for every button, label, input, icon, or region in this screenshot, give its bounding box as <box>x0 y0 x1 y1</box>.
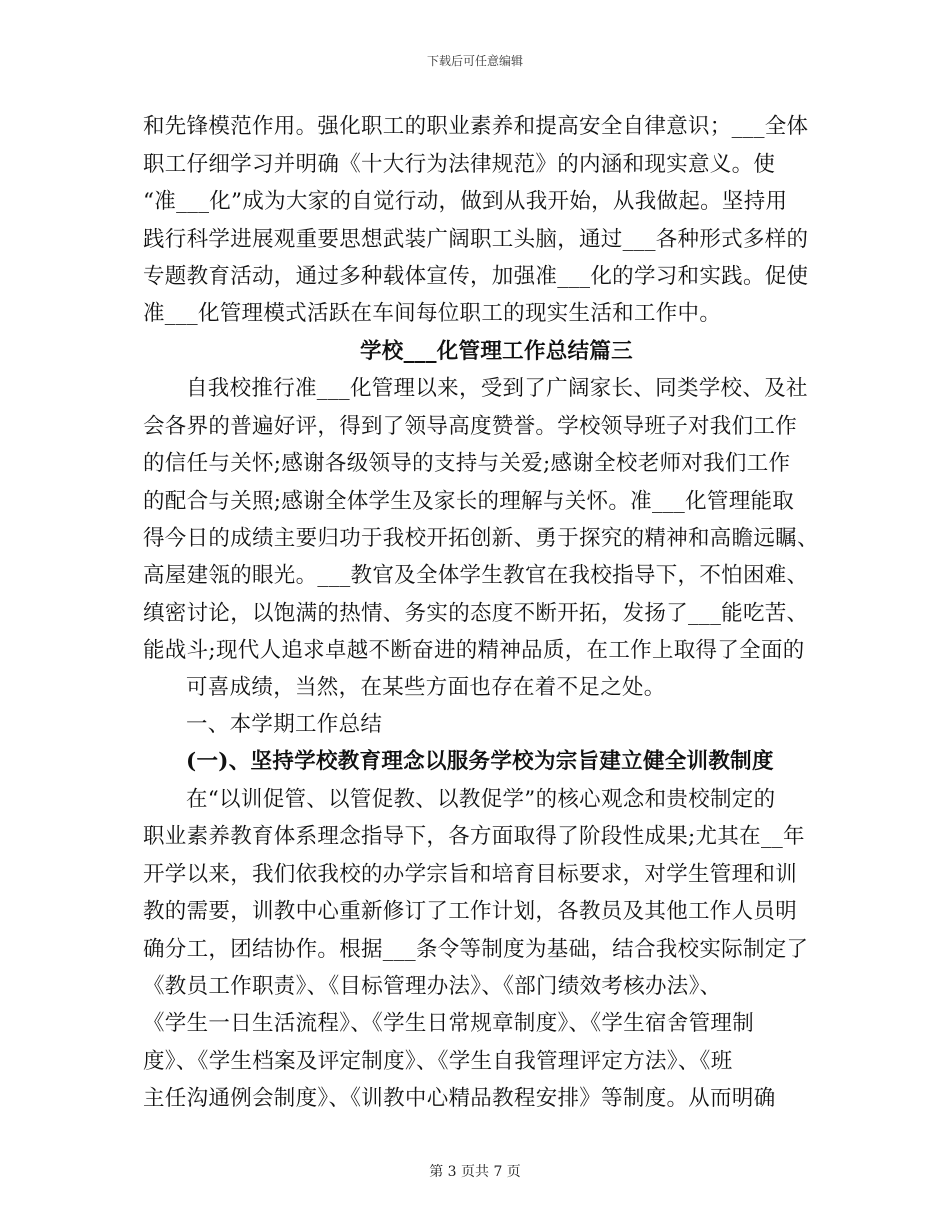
subsection-heading: 一、本学期工作总结 <box>186 712 383 737</box>
text-line: 会各界的普遍好评，得到了领导高度赞誉。学校领导班子对我们工作 <box>143 414 798 439</box>
text-line: 高屋建瓴的眼光。___教官及全体学生教官在我校指导下，不怕困难、 <box>143 563 809 588</box>
text-line: 确分工，团结协作。根据___条令等制度为基础，结合我校实际制定了 <box>143 937 809 962</box>
text-line: “准___化”成为大家的自觉行动，做到从我开始，从我做起。坚持用 <box>143 189 788 214</box>
text-line: 和先锋模范作用。强化职工的职业素养和提高安全自律意识；___全体 <box>143 114 809 139</box>
text-line: 自我校推行准___化管理以来，受到了广阔家长、同类学校、及社 <box>186 376 808 401</box>
text-line: 缜密讨论，以饱满的热情、务实的态度不断开拓，发扬了___能吃苦、 <box>143 601 809 626</box>
text-line: 能战斗;现代人追求卓越不断奋进的精神品质，在工作上取得了全面的 <box>143 638 805 663</box>
text-line: 《教员工作职责》、《目标管理办法》、《部门绩效考核办法》、 <box>143 974 722 999</box>
text-line: 教的需要，训教中心重新修订了工作计划，各教员及其他工作人员明 <box>143 899 798 924</box>
text-line: 准___化管理模式活跃在车间每位职工的现实生活和工作中。 <box>143 301 722 326</box>
text-line: 在“以训促管、以管促教、以教促学”的核心观念和贵校制定的 <box>186 787 776 812</box>
text-line: 职工仔细学习并明确《十大行为法律规范》的内涵和现实意义。使 <box>143 152 776 177</box>
text-line: 可喜成绩，当然，在某些方面也存在着不足之处。 <box>186 675 666 700</box>
text-line: 的信任与关怀;感谢各级领导的支持与关爱;感谢全校老师对我们工作 <box>143 451 791 476</box>
text-line: 《学生一日生活流程》、《学生日常规章制度》、《学生宿舍管理制 <box>143 1011 755 1036</box>
page-footer: 第 3 页共 7 页 <box>429 1164 521 1180</box>
subsection-heading-bold: (一)、坚持学校教育理念以服务学校为宗旨建立健全训教制度 <box>186 749 774 774</box>
page-header: 下载后可任意编辑 <box>426 54 523 68</box>
text-line: 度》、《学生档案及评定制度》、《学生自我管理评定方法》、《班 <box>143 1049 733 1074</box>
text-line: 职业素养教育体系理念指导下，各方面取得了阶段性成果;尤其在__年 <box>143 824 805 849</box>
section-title: 学校___化管理工作总结篇三 <box>360 339 633 364</box>
text-line: 主任沟通例会制度》、《训教中心精品教程安排》等制度。从而明确 <box>143 1086 776 1111</box>
text-line: 得今日的成绩主要归功于我校开拓创新、勇于探究的精神和高瞻远瞩、 <box>143 526 819 551</box>
text-line: 践行科学进展观重要思想武装广阔职工头脑，通过___各种形式多样的 <box>143 227 809 252</box>
text-line: 的配合与关照;感谢全体学生及家长的理解与关怀。准___化管理能取 <box>143 489 795 514</box>
text-line: 专题教育活动，通过多种载体宣传，加强准___化的学习和实践。促使 <box>143 264 809 289</box>
text-line: 开学以来，我们依我校的办学宗旨和培育目标要求，对学生管理和训 <box>143 862 798 887</box>
